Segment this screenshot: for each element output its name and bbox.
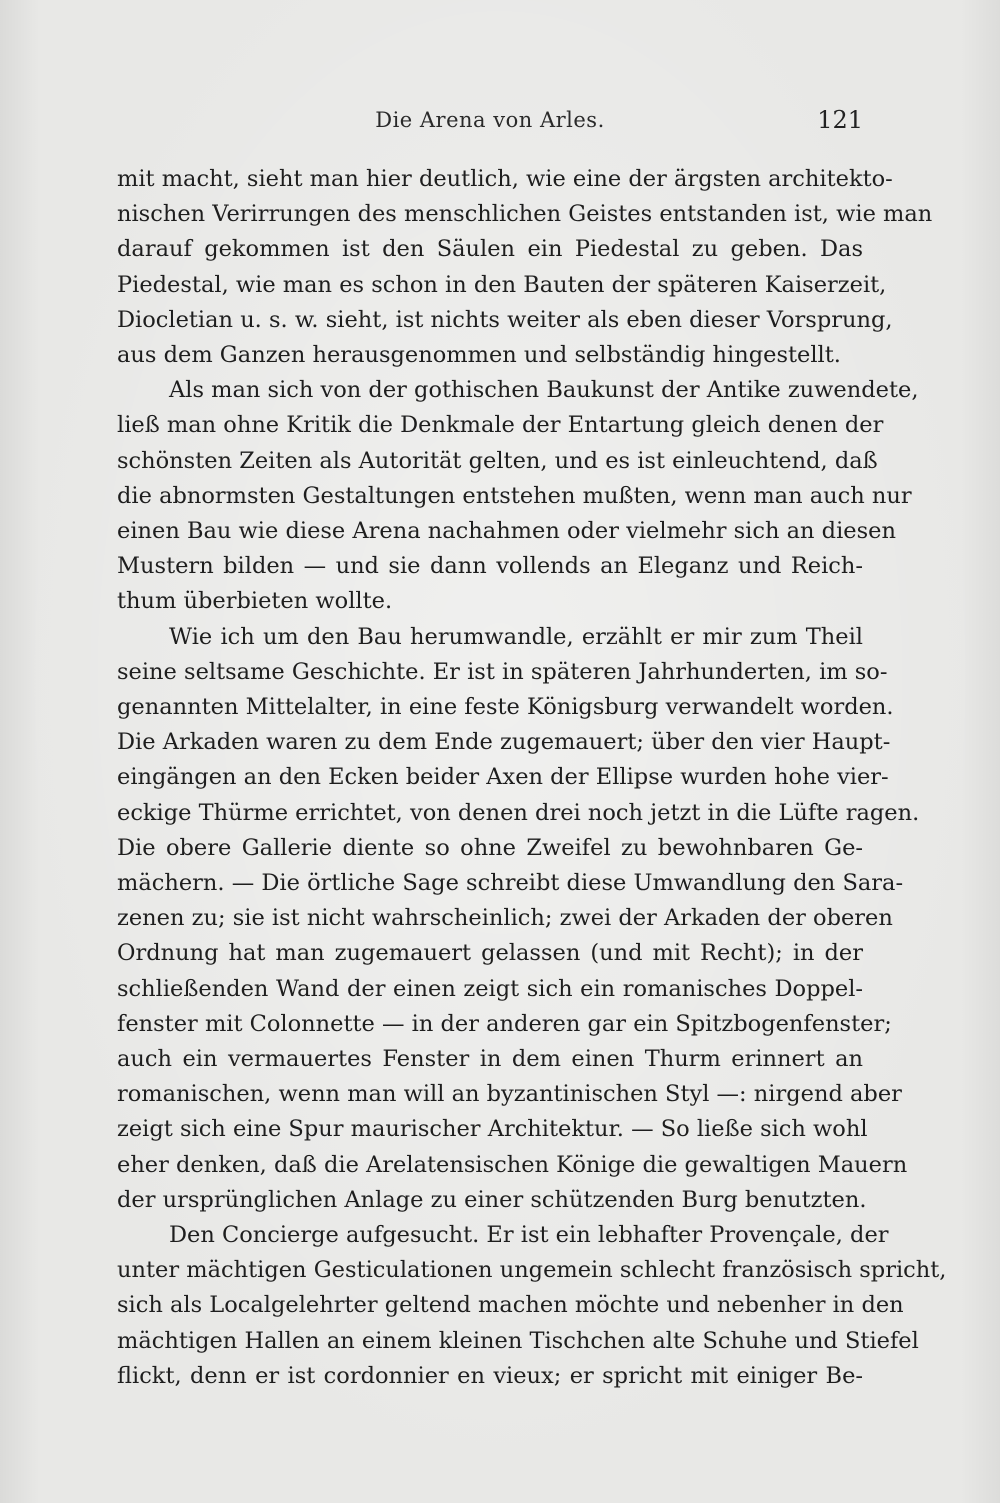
text-line: unter mächtigen Gesticulationen ungemein schlecht französisch spricht, <box>117 1257 947 1284</box>
text-line: auch ein vermauertes Fenster in dem einen Thurm erinnert an <box>117 1046 863 1072</box>
text-line: Ordnung hat man zugemauert gelassen (und mit Recht); in der <box>117 940 863 967</box>
text-line: aus dem Ganzen herausgenommen und selbständig hingestellt. <box>117 342 841 368</box>
text-line: eher denken, daß die Arelatensischen Könige die gewaltigen Mauern <box>117 1151 908 1178</box>
text-line: nischen Verirrungen des menschlichen Geistes entstanden ist, wie man <box>117 201 933 228</box>
text-line: sich als Localgelehrter geltend machen möchte und nebenher in den <box>117 1292 904 1319</box>
text-line: zenen zu; sie ist nicht wahrscheinlich; zwei der Arkaden der oberen <box>117 905 893 932</box>
text-line: seine seltsame Geschichte. Er ist in späteren Jahrhunderten, im so- <box>117 658 888 685</box>
body-text <box>117 162 947 1392</box>
text-line: Als man sich von der gothischen Baukunst der Antike zuwendete, <box>169 377 919 404</box>
text-line: Piedestal, wie man es schon in den Bauten der späteren Kaiserzeit, <box>117 271 887 298</box>
text-line: eckige Thürme errichtet, von denen drei noch jetzt in die Lüfte ragen. <box>117 799 920 826</box>
text-line: genannten Mittelalter, in eine feste Königsburg verwandelt worden. <box>117 694 894 720</box>
text-line: eingängen an den Ecken beider Axen der Ellipse wurden hohe vier- <box>117 764 889 791</box>
page-number: 121 <box>817 106 863 134</box>
text-line: ließ man ohne Kritik die Denkmale der Entartung gleich denen der <box>117 412 884 439</box>
text-line: mächtigen Hallen an einem kleinen Tischchen alte Schuhe und Stiefel <box>117 1327 919 1354</box>
text-line: thum überbieten wollte. <box>117 588 393 615</box>
text-line: darauf gekommen ist den Säulen ein Piedestal zu geben. Das <box>117 236 863 263</box>
text-line: schließenden Wand der einen zeigt sich ein romanisches Doppel- <box>117 975 863 1002</box>
text-line: die abnormsten Gestaltungen entstehen mußten, wenn man auch nur <box>117 482 912 509</box>
text-line: schönsten Zeiten als Autorität gelten, und es ist einleuchtend, daß <box>117 447 878 474</box>
text-line: Wie ich um den Bau herumwandle, erzählt er mir zum Theil <box>169 623 863 650</box>
text-line: Diocletian u. s. w. sieht, ist nichts weiter als eben dieser Vorsprung, <box>117 306 893 333</box>
text-line: der ursprünglichen Anlage zu einer schützenden Burg benutzten. <box>117 1186 867 1213</box>
text-line: einen Bau wie diese Arena nachahmen oder vielmehr sich an diesen <box>117 518 896 544</box>
text-line: zeigt sich eine Spur maurischer Architektur. — So ließe sich wohl <box>117 1116 868 1143</box>
running-title: Die Arena von Arles. <box>375 108 605 132</box>
text-line: Die obere Gallerie diente so ohne Zweifel zu bewohnbaren Ge- <box>117 834 863 861</box>
text-line: flickt, denn er ist cordonnier en vieux; er spricht mit einiger Be- <box>117 1362 863 1389</box>
text-line: mächern. — Die örtliche Sage schreibt diese Umwandlung den Sara- <box>117 870 904 896</box>
text-line: mit macht, sieht man hier deutlich, wie eine der ärgsten architekto- <box>117 166 893 192</box>
text-line: Den Concierge aufgesucht. Er ist ein lebhafter Provençale, der <box>169 1222 889 1248</box>
text-line: fenster mit Colonnette — in der anderen gar ein Spitzbogenfenster; <box>117 1010 892 1037</box>
text-line: romanischen, wenn man will an byzantinischen Styl —: nirgend aber <box>117 1081 902 1108</box>
text-line: Die Arkaden waren zu dem Ende zugemauert; über den vier Haupt- <box>117 729 891 756</box>
running-head <box>117 108 863 144</box>
text-line: Mustern bilden — und sie dann vollends an Eleganz und Reich- <box>117 553 863 580</box>
